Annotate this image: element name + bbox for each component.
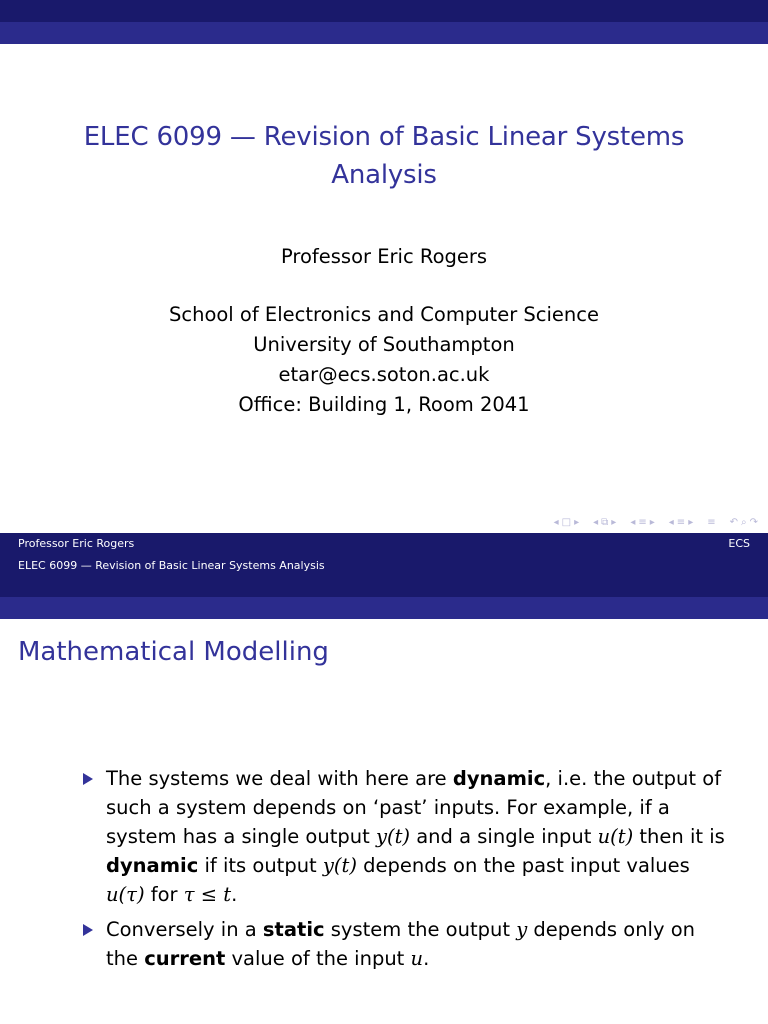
list-item: Conversely in a static system the output y depends only on the current value of the input u.: [80, 915, 730, 973]
nav-outline-icon[interactable]: ≡: [707, 516, 716, 528]
affiliation-email: etar@ecs.soton.ac.uk: [278, 363, 490, 386]
footer-author: Professor Eric Rogers: [18, 537, 135, 550]
nav-prev-slide-icon[interactable]: ◂ □ ▸: [553, 516, 580, 528]
slide1-affiliation: [0, 300, 768, 420]
beamer-navigation-bar: [554, 514, 758, 530]
slide1-footer-bar-dark: [0, 533, 768, 555]
bullet-triangle-icon: [83, 773, 93, 785]
slide2-header-bar-dark: [0, 577, 768, 597]
slide2-frame-title: Mathematical Modelling: [18, 637, 329, 667]
affiliation-office: Office: Building 1, Room 2041: [238, 393, 530, 416]
slide2-bullet-list: [80, 764, 730, 979]
nav-search-icon[interactable]: ↶ ⌕ ↷: [729, 516, 758, 528]
bullet-triangle-icon: [83, 924, 93, 936]
slide2-header-bar: [0, 597, 768, 619]
nav-prev-subsection-icon[interactable]: ◂ ≡ ▸: [630, 516, 655, 528]
list-item: The systems we deal with here are dynamic, i.e. the output of such a system depends on ‘past’ inputs. For example, if a system has a single output y(t) and a single input u(t) then it is dynamic if its output y(t) depends on the past input values u(τ) for τ ≤ t.: [80, 764, 730, 909]
affiliation-school: School of Electronics and Computer Science: [168, 303, 600, 326]
slide1-header-bar-dark: [0, 0, 768, 22]
nav-frame-icon[interactable]: ◂ ⧉ ▸: [593, 516, 617, 528]
slide1-title: ELEC 6099 — Revision of Basic Linear Systems Analysis: [83, 122, 685, 190]
slide1-author: Professor Eric Rogers: [280, 245, 488, 268]
nav-prev-section-icon[interactable]: ◂ ≡ ▸: [668, 516, 694, 528]
affiliation-university: University of Southampton: [253, 333, 515, 356]
footer-course-title: ELEC 6099 — Revision of Basic Linear Systems Analysis: [18, 559, 325, 572]
footer-institution: ECS: [728, 537, 750, 550]
slide1-footer-bar: [0, 555, 768, 577]
slide1-header-bar: [0, 22, 768, 44]
